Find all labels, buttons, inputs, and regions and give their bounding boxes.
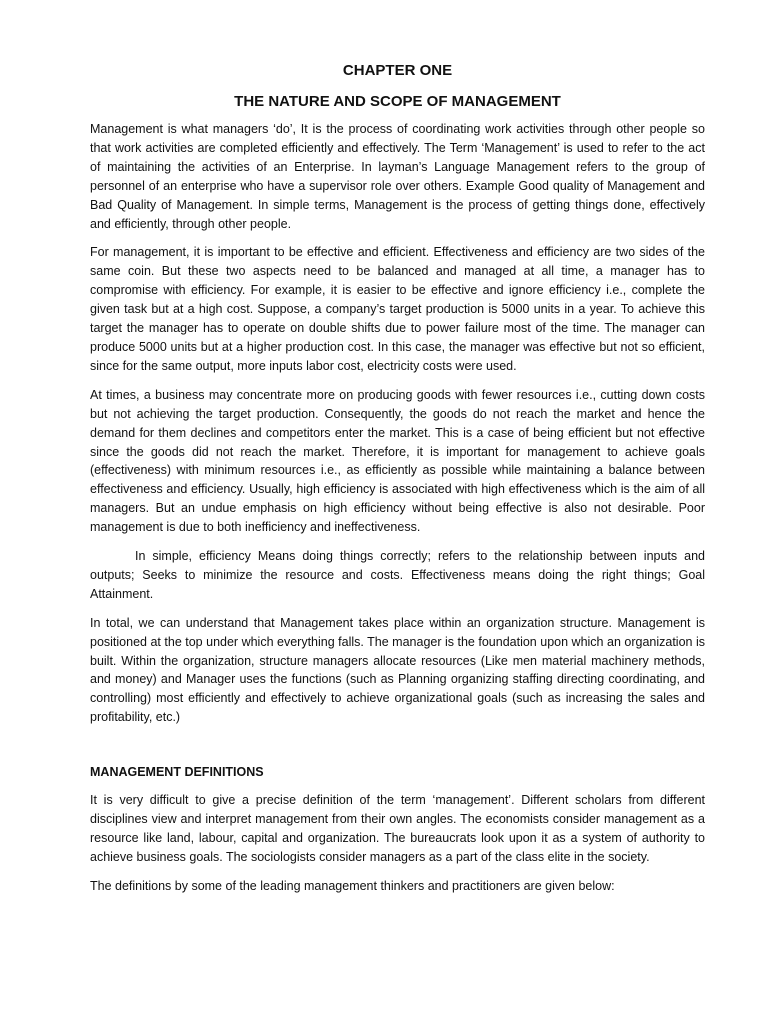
paragraph-definitions-intro: The definitions by some of the leading management thinkers and practitioners are given below: [90,878,615,893]
page-content [90,62,705,906]
paragraph-definition-difficulty: It is very difficult to give a precise definition of the term ‘management’. Different scholars from different disciplines view and interpret management from their own angles. The economists consider management as a resource like land, labour, capital and organization. The bureaucrats look upon it as a system of authority to achieve business goals. The sociologists consider managers as a part of the class elite in the society. [90,793,705,864]
paragraph-definitions-summary: In simple, efficiency Means doing things correctly; refers to the relationship between inputs and outputs; Seeks to minimize the resource and costs. Effectiveness means doing the right things; Goal Attainment. [90,549,705,601]
section-heading: MANAGEMENT DEFINITIONS [90,765,264,780]
chapter-heading: CHAPTER ONE [342,62,453,79]
paragraph-intro: Management is what managers ‘do’, It is the process of coordinating work activities through other people so that work activities are completed efficiently and effectively. The Term ‘Management’ is used to refer to the act of maintaining the activities of an Enterprise. In layman’s Language Management refers to the group of personnel of an enterprise who have a supervisor role over others. Example Good quality of Management and Bad Quality of Management. In simple terms, Management is the process of getting things done, effectively and efficiently, through other people. [90,122,705,231]
paragraph-effectiveness-efficiency: For management, it is important to be effective and efficient. Effectiveness and efficiency are two sides of the same coin. But these two aspects need to be balanced and managed at all time, a manager has to compromise with efficiency. For example, it is easier to be effective and ignore efficiency i.e., complete the given task but at a high cost. Suppose, a company’s target production is 5000 units in a year. To achieve this target the manager has to operate on double shifts due to power failure most of the time. The manager can produce 5000 units but at a higher production cost. In this case, the manager was effective but not so efficient, since for the same output, more inputs labor cost, electricity costs were used. [90,245,705,373]
chapter-title: THE NATURE AND SCOPE OF MANAGEMENT [234,93,561,110]
paragraph-cost-focus: At times, a business may concentrate more on producing goods with fewer resources i.e., cutting down costs but not achieving the target production. Consequently, the goods do not reach the market and hence the demand for them declines and competitors enter the market. This is a case of being efficient but not effective since the goods did not reach the market. Therefore, it is important for management to achieve goals (effectiveness) with minimum resources i.e., as efficiently as possible while maintaining a balance between effectiveness and efficiency. Usually, high efficiency is associated with high effectiveness which is the aim of all managers. But an undue emphasis on high efficiency without being effective is also not desirable. Poor management is due to both inefficiency and ineffectiveness. [90,387,705,535]
paragraph-organization-structure: In total, we can understand that Management takes place within an organization structure. Management is positioned at the top under which everything falls. The manager is the foundation upon which an organization is built. Within the organization, structure managers allocate resources (Like men material machinery methods, and money) and Manager uses the functions (such as Planning organizing staffing directing coordinating, and controlling) most efficiently and effectively to achieve organizational goals (such as increasing the sales and profitability, etc.) [90,615,705,725]
